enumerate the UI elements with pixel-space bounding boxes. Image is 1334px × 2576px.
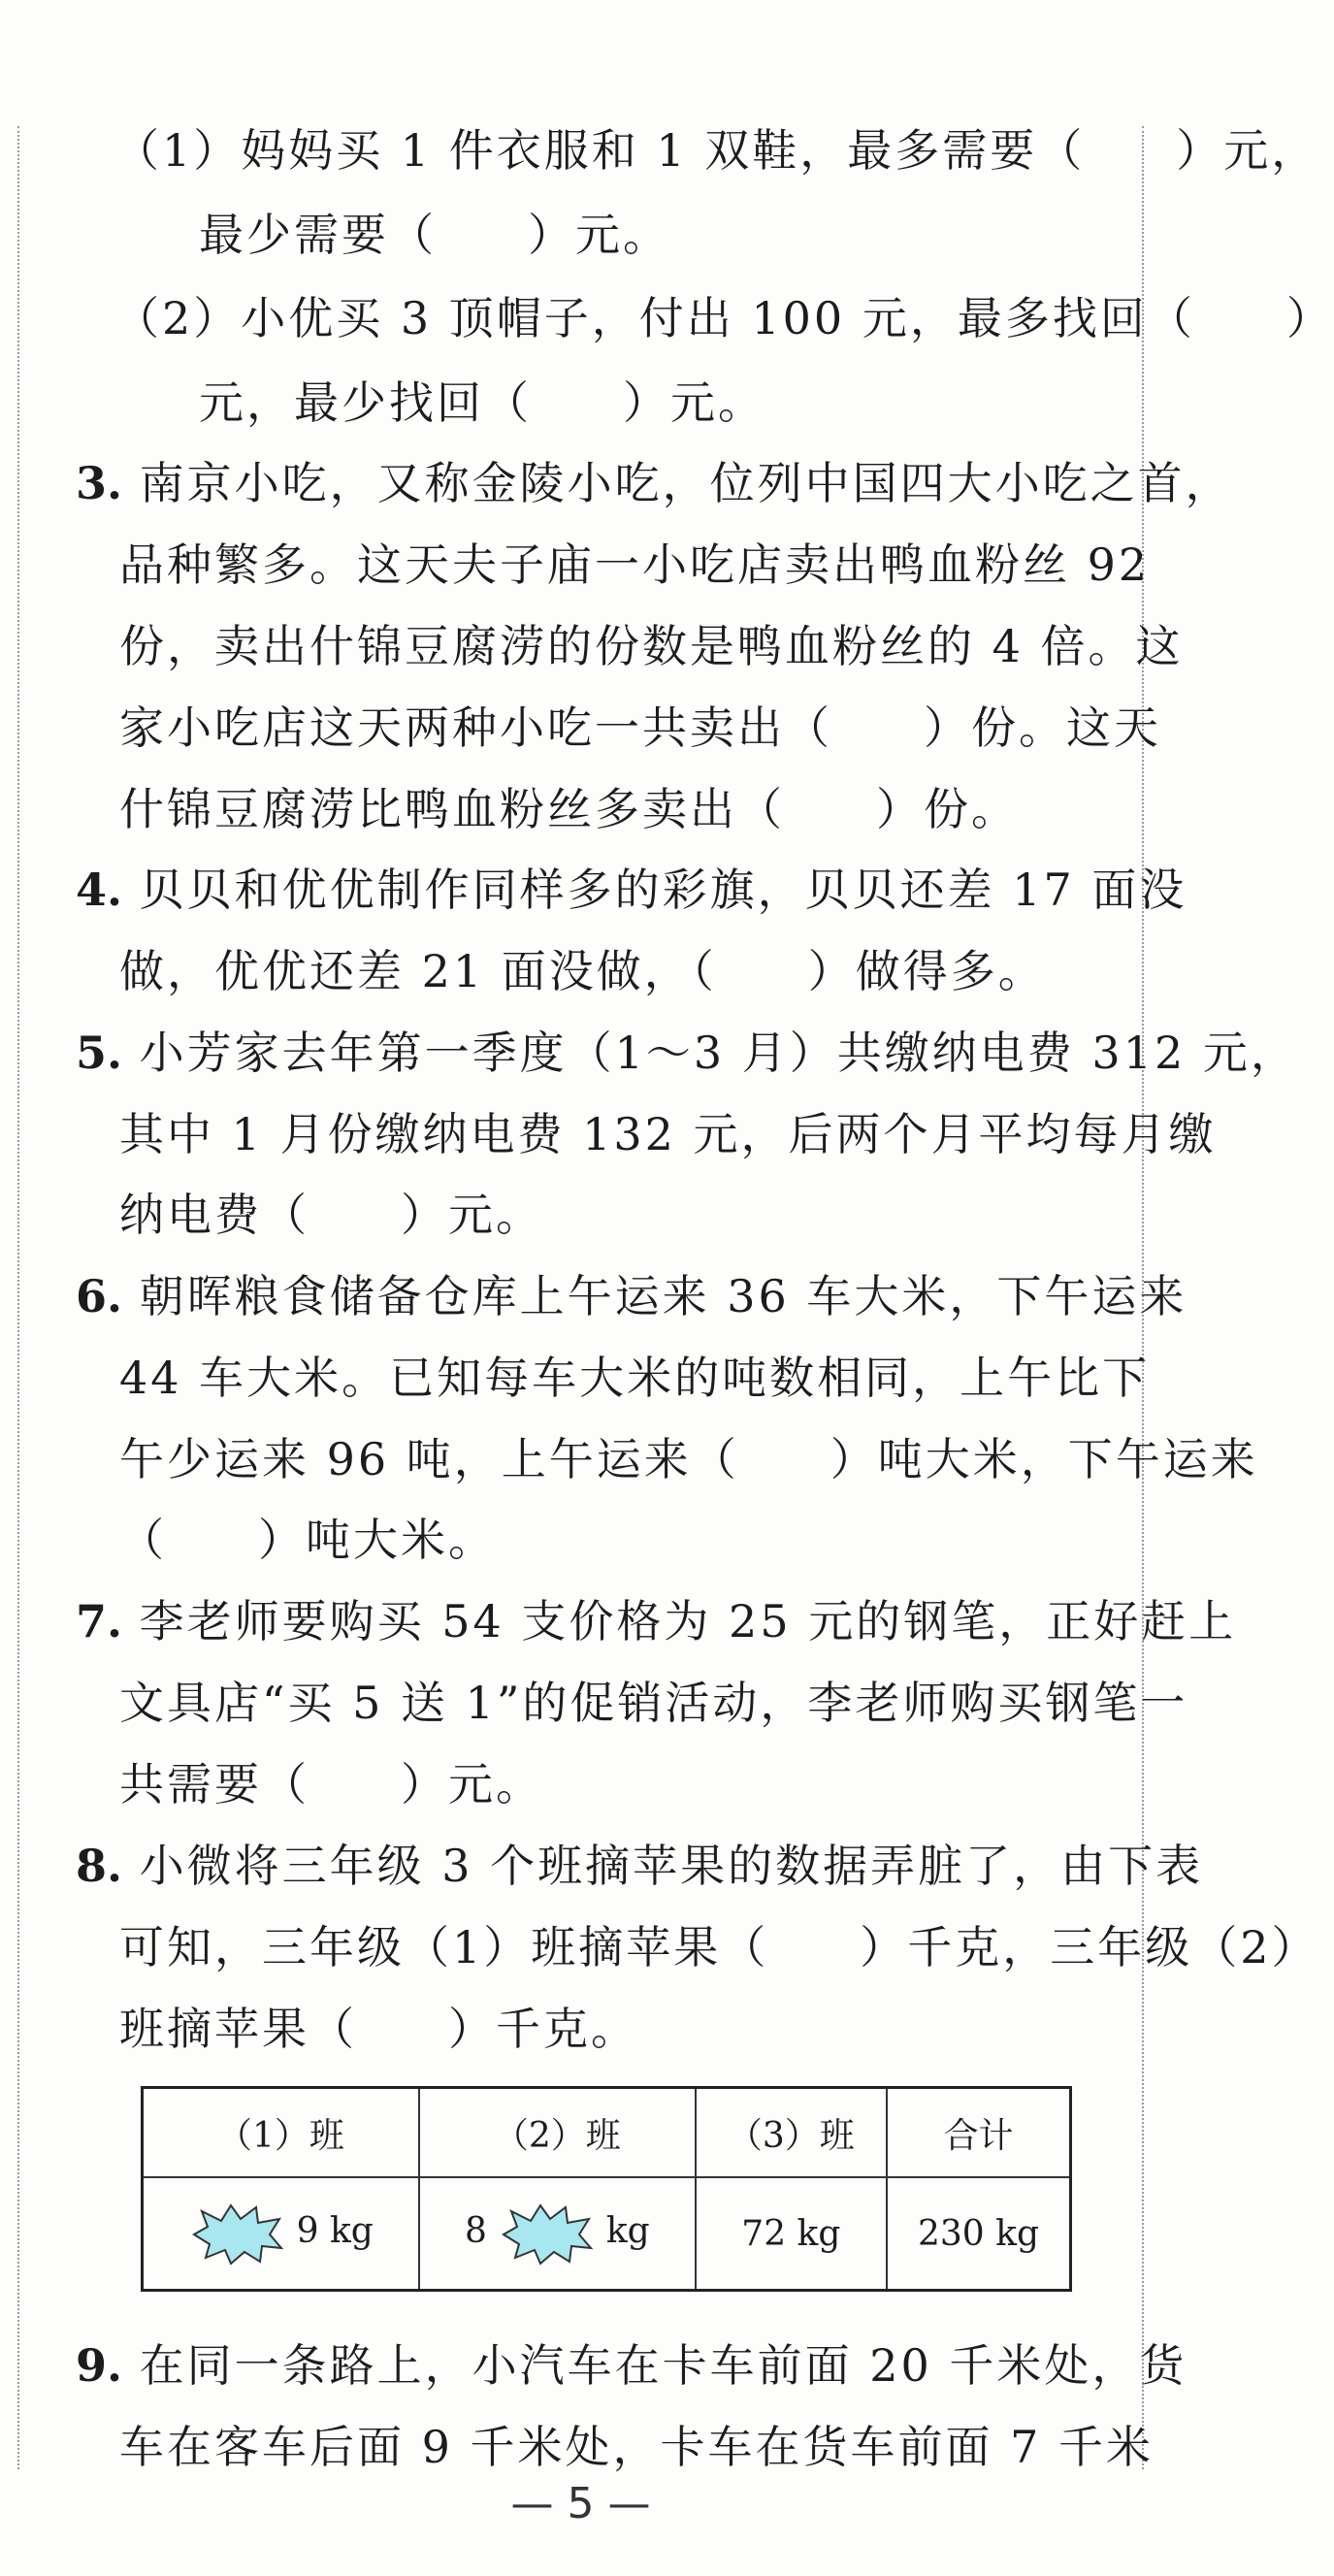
question-number: 5.	[76, 1027, 123, 1079]
question-number: 3.	[76, 457, 123, 509]
q8-text3: 班摘苹果（	[119, 2003, 357, 2055]
q6-text4: （	[119, 1514, 167, 1566]
apple-picking-table	[141, 2086, 1072, 2292]
q5-line2	[119, 1105, 1217, 1163]
q6-text3: 午少运来 96 吨，上午运来（	[119, 1433, 739, 1485]
table-header-total: 合计	[887, 2088, 1070, 2178]
q5-line3	[119, 1186, 1103, 1244]
q3-line1	[76, 454, 1233, 512]
q6-line4	[119, 1511, 1103, 1569]
table-cell-class3: 72 kg	[696, 2177, 887, 2291]
q9-line2	[119, 2418, 1155, 2476]
q6-text1: 朝晖粮食储备仓库上午运来 36 车大米，下午运来	[139, 1270, 1188, 1322]
q5-text3: 纳电费（	[119, 1189, 309, 1241]
q3-text1: 南京小吃，又称金陵小吃，位列中国四大小吃之首，	[139, 457, 1233, 509]
q7-line2	[119, 1674, 1188, 1732]
q2-sub2-line1	[114, 289, 1334, 347]
page-number: — 5 —	[510, 2479, 651, 2528]
q2-sub2-text2: 元，最少找回（	[199, 376, 532, 429]
q7-line1	[76, 1592, 1237, 1650]
q5-line1	[76, 1024, 1298, 1082]
q3-line3	[119, 617, 1184, 675]
q2-sub1-end: ）元，	[1176, 124, 1319, 177]
q6-line1	[76, 1267, 1188, 1325]
table-header-class1: （1）班	[143, 2088, 419, 2178]
q5-text2: 其中 1 月份缴纳电费 132 元，后两个月平均每月缴	[119, 1108, 1217, 1160]
table-header-class3: （3）班	[696, 2088, 887, 2178]
q8-line3	[119, 2000, 1103, 2058]
q3-text4: 家小吃店这天两种小吃一共卖出（	[119, 701, 832, 754]
q3-line4	[119, 699, 1161, 757]
q2-sub1-text: （1）妈妈买 1 件衣服和 1 双鞋，最多需要（	[114, 124, 1086, 177]
q2-sub2-end: ）	[1285, 292, 1334, 344]
q4-line2	[119, 942, 1103, 1000]
q2-sub2-line2	[199, 374, 1103, 432]
q8-line2	[119, 1918, 1319, 1976]
q2-sub2-text: （2）小优买 3 顶帽子，付出 100 元，最多找回（	[114, 292, 1195, 344]
q9-line1	[76, 2336, 1188, 2395]
q7-text1: 李老师要购买 54 支价格为 25 元的钢笔，正好赶上	[139, 1595, 1237, 1647]
q6-text2: 44 车大米。已知每车大米的吨数相同，上午比下	[119, 1352, 1151, 1404]
q2-sub1-end2: ）元。	[528, 209, 670, 261]
q4-text2-end: ）做得多。	[807, 945, 1046, 997]
q6-text3-end: ）吨大米，下午运来	[830, 1433, 1258, 1485]
q8-text2: 可知，三年级（1）班摘苹果（	[119, 1921, 769, 1973]
table-header-class2: （2）班	[419, 2088, 696, 2178]
q9-text2: 车在客车后面 9 千米处，卡车在货车前面 7 千米	[119, 2421, 1155, 2473]
class2-value-suffix: kg	[605, 2211, 650, 2251]
q3-text4-end: ）份。这天	[924, 701, 1161, 754]
table-cell-class2	[419, 2177, 696, 2291]
class1-value-suffix: 9 kg	[296, 2211, 374, 2251]
table-header-row	[143, 2088, 1071, 2178]
q7-text3-end: ）元。	[401, 1758, 543, 1810]
question-number: 7.	[76, 1595, 123, 1647]
q6-text4-end: ）吨大米。	[258, 1514, 496, 1566]
table-row	[143, 2177, 1071, 2291]
q2-sub1-line2	[199, 206, 1103, 264]
q5-text3-end: ）元。	[401, 1189, 543, 1241]
q7-text3: 共需要（	[119, 1758, 309, 1810]
q5-text1: 小芳家去年第一季度（1～3 月）共缴纳电费 312 元，	[139, 1027, 1298, 1079]
q6-line2	[119, 1349, 1151, 1407]
q8-line1	[76, 1837, 1204, 1895]
q2-sub1-line1	[114, 121, 1319, 179]
q3-line5	[119, 780, 1103, 838]
q3-text3: 份，卖出什锦豆腐涝的份数是鸭血粉丝的 4 倍。这	[119, 620, 1184, 672]
class2-value-prefix: 8	[465, 2211, 487, 2251]
q7-text2: 文具店“买 5 送 1”的促销活动，李老师购买钢笔一	[119, 1677, 1188, 1729]
q2-sub2-end2: ）元。	[623, 376, 765, 429]
q6-line3	[119, 1430, 1258, 1488]
q3-text2: 品种繁多。这天夫子庙一小吃店卖出鸭血粉丝 92	[119, 538, 1151, 591]
question-number: 6.	[76, 1270, 123, 1322]
ink-stain-icon	[188, 2201, 285, 2266]
question-number: 8.	[76, 1840, 123, 1892]
q9-text1: 在同一条路上，小汽车在卡车前面 20 千米处，货	[139, 2339, 1188, 2392]
q4-text1: 贝贝和优优制作同样多的彩旗，贝贝还差 17 面没	[139, 864, 1188, 916]
q8-text3-end: ）千克。	[448, 2003, 638, 2055]
q3-text5-end: ）份。	[876, 783, 1019, 835]
q4-text2: 做，优优还差 21 面没做，（	[119, 945, 717, 997]
q2-sub1-text2: 最少需要（	[199, 209, 437, 261]
question-number: 9.	[76, 2339, 123, 2392]
q7-line3	[119, 1755, 1103, 1813]
ink-stain-icon	[498, 2201, 595, 2266]
question-number: 4.	[76, 864, 123, 916]
q3-text5: 什锦豆腐涝比鸭血粉丝多卖出（	[119, 783, 785, 835]
q3-line2	[119, 536, 1151, 594]
table-cell-total: 230 kg	[887, 2177, 1070, 2291]
q8-text2-end: ）千克，三年级（2）	[860, 1921, 1319, 1973]
table-cell-class1	[143, 2177, 419, 2291]
q8-text1: 小微将三年级 3 个班摘苹果的数据弄脏了，由下表	[139, 1840, 1204, 1892]
q4-line1	[76, 861, 1188, 919]
